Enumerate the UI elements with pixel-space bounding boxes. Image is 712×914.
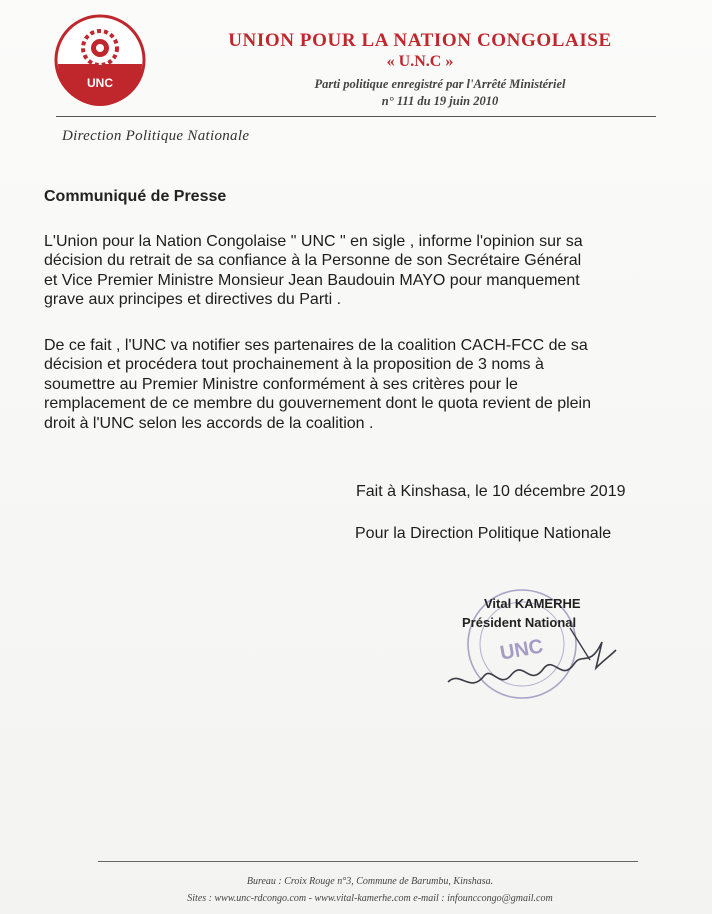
paragraph-1-line: et Vice Premier Ministre Monsieur Jean Baudouin MAYO pour manquement [44,271,580,289]
for-direction-line: Pour la Direction Politique Nationale [355,525,612,542]
paragraph-1-line: L'Union pour la Nation Congolaise " UNC " en sigle , informe l'opinion sur sa [44,233,583,250]
paragraph-2-line: De ce fait , l'UNC va notifier ses partenaires de la coalition CACH-FCC de sa [44,337,588,354]
stamp-text: UNC [498,635,545,665]
paragraph-2-line: décision et procédera tout prochainement à la proposition de 3 noms à [44,356,544,374]
header-divider [56,116,656,117]
logo-text: UNC [87,76,113,90]
registration-line-1: Parti politique enregistré par l'Arrêté Ministériel [314,77,566,91]
direction-label: Direction Politique Nationale [62,128,250,144]
official-stamp [440,572,620,712]
org-acronym: « U.N.C » [386,53,454,70]
paragraph-2-line: soumettre au Premier Ministre conformément à ses critères pour le [44,375,518,393]
org-name: UNION POUR LA NATION CONGOLAISE [228,30,612,51]
signatory-name: Vital KAMERHE [484,596,581,611]
registration-line-2: n° 111 du 19 juin 2010 [381,94,499,108]
footer-address: Bureau : Croix Rouge n°3, Commune de Barumbu, Kinshasa. [246,876,494,887]
unc-logo [54,14,146,106]
paragraph-2-line: droit à l'UNC selon les accords de la coalition . [44,414,374,432]
paragraph-2 [44,336,684,433]
paragraph-2-line: remplacement de ce membre du gouvernement dont le quota revient de plein [44,395,591,413]
paragraph-1 [44,232,684,310]
paragraph-1-line: grave aux principes et directives du Parti . [44,291,342,309]
signatory-title: Président National [462,615,577,630]
place-date: Fait à Kinshasa, le 10 décembre 2019 [356,483,626,500]
press-release-heading: Communiqué de Presse [44,188,227,205]
footer-divider [98,861,638,862]
footer-contacts: Sites : www.unc-rdcongo.com - www.vital-kamerhe.com e-mail : infounccongo@gmail.com [187,893,553,904]
paragraph-1-line: décision du retrait de sa confiance à la Personne de son Secrétaire Général [44,252,582,270]
